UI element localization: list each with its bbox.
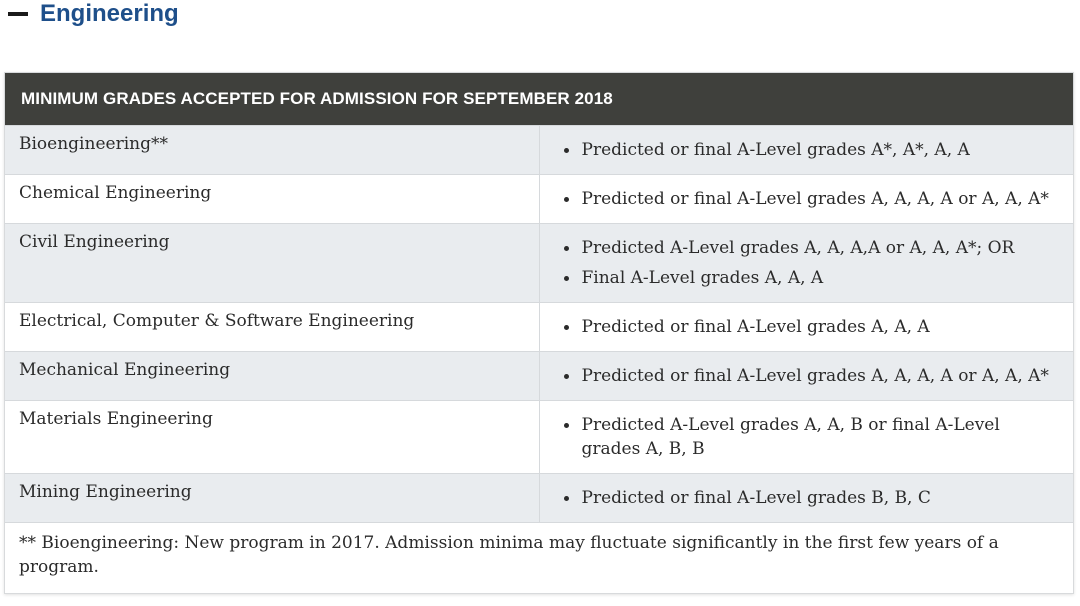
table-row xyxy=(5,126,1073,175)
grade-requirement-item: Predicted or final A-Level grades A, A, A xyxy=(560,315,1060,339)
table-row xyxy=(5,175,1073,224)
grade-list xyxy=(560,315,1060,339)
table-row xyxy=(5,474,1073,523)
program-name: Chemical Engineering xyxy=(5,175,539,224)
table-header-row xyxy=(5,73,1073,126)
grade-requirements xyxy=(539,303,1073,352)
program-name: Electrical, Computer & Software Engineering xyxy=(5,303,539,352)
grade-requirement-item: Predicted A-Level grades A, A, A,A or A, A, A*; OR xyxy=(560,236,1060,260)
grade-list xyxy=(560,413,1060,461)
grade-requirements xyxy=(539,224,1073,303)
grade-requirements xyxy=(539,352,1073,401)
program-name: Mechanical Engineering xyxy=(5,352,539,401)
table-row xyxy=(5,303,1073,352)
grade-requirements xyxy=(539,401,1073,474)
grade-requirements xyxy=(539,126,1073,175)
grade-list xyxy=(560,138,1060,162)
grade-requirement-item: Predicted or final A-Level grades B, B, C xyxy=(560,486,1060,510)
program-name: Materials Engineering xyxy=(5,401,539,474)
grade-requirement-item: Predicted or final A-Level grades A, A, A, A or A, A, A* xyxy=(560,364,1060,388)
program-name: Bioengineering** xyxy=(5,126,539,175)
table-header: MINIMUM GRADES ACCEPTED FOR ADMISSION FOR SEPTEMBER 2018 xyxy=(5,73,1073,126)
grade-requirements xyxy=(539,474,1073,523)
footnote: ** Bioengineering: New program in 2017. Admission minima may fluctuate significantly in the first few years of a program. xyxy=(5,523,1073,594)
minus-icon[interactable] xyxy=(8,12,28,16)
grade-list xyxy=(560,486,1060,510)
table-row xyxy=(5,401,1073,474)
grade-requirement-item: Predicted A-Level grades A, A, B or final A-Level grades A, B, B xyxy=(560,413,1060,461)
grade-list xyxy=(560,236,1060,290)
program-name: Mining Engineering xyxy=(5,474,539,523)
admission-grades-table xyxy=(4,72,1074,594)
section-title: Engineering xyxy=(40,0,179,27)
grade-requirement-item: Predicted or final A-Level grades A, A, A, A or A, A, A* xyxy=(560,187,1060,211)
grade-requirement-item: Final A-Level grades A, A, A xyxy=(560,266,1060,290)
grade-list xyxy=(560,364,1060,388)
table-body xyxy=(5,126,1073,523)
grade-list xyxy=(560,187,1060,211)
grade-requirement-item: Predicted or final A-Level grades A*, A*, A, A xyxy=(560,138,1060,162)
table-row xyxy=(5,352,1073,401)
engineering-accordion-header[interactable] xyxy=(8,0,179,32)
footnote-row xyxy=(5,523,1073,594)
program-name: Civil Engineering xyxy=(5,224,539,303)
table-row xyxy=(5,224,1073,303)
grade-requirements xyxy=(539,175,1073,224)
